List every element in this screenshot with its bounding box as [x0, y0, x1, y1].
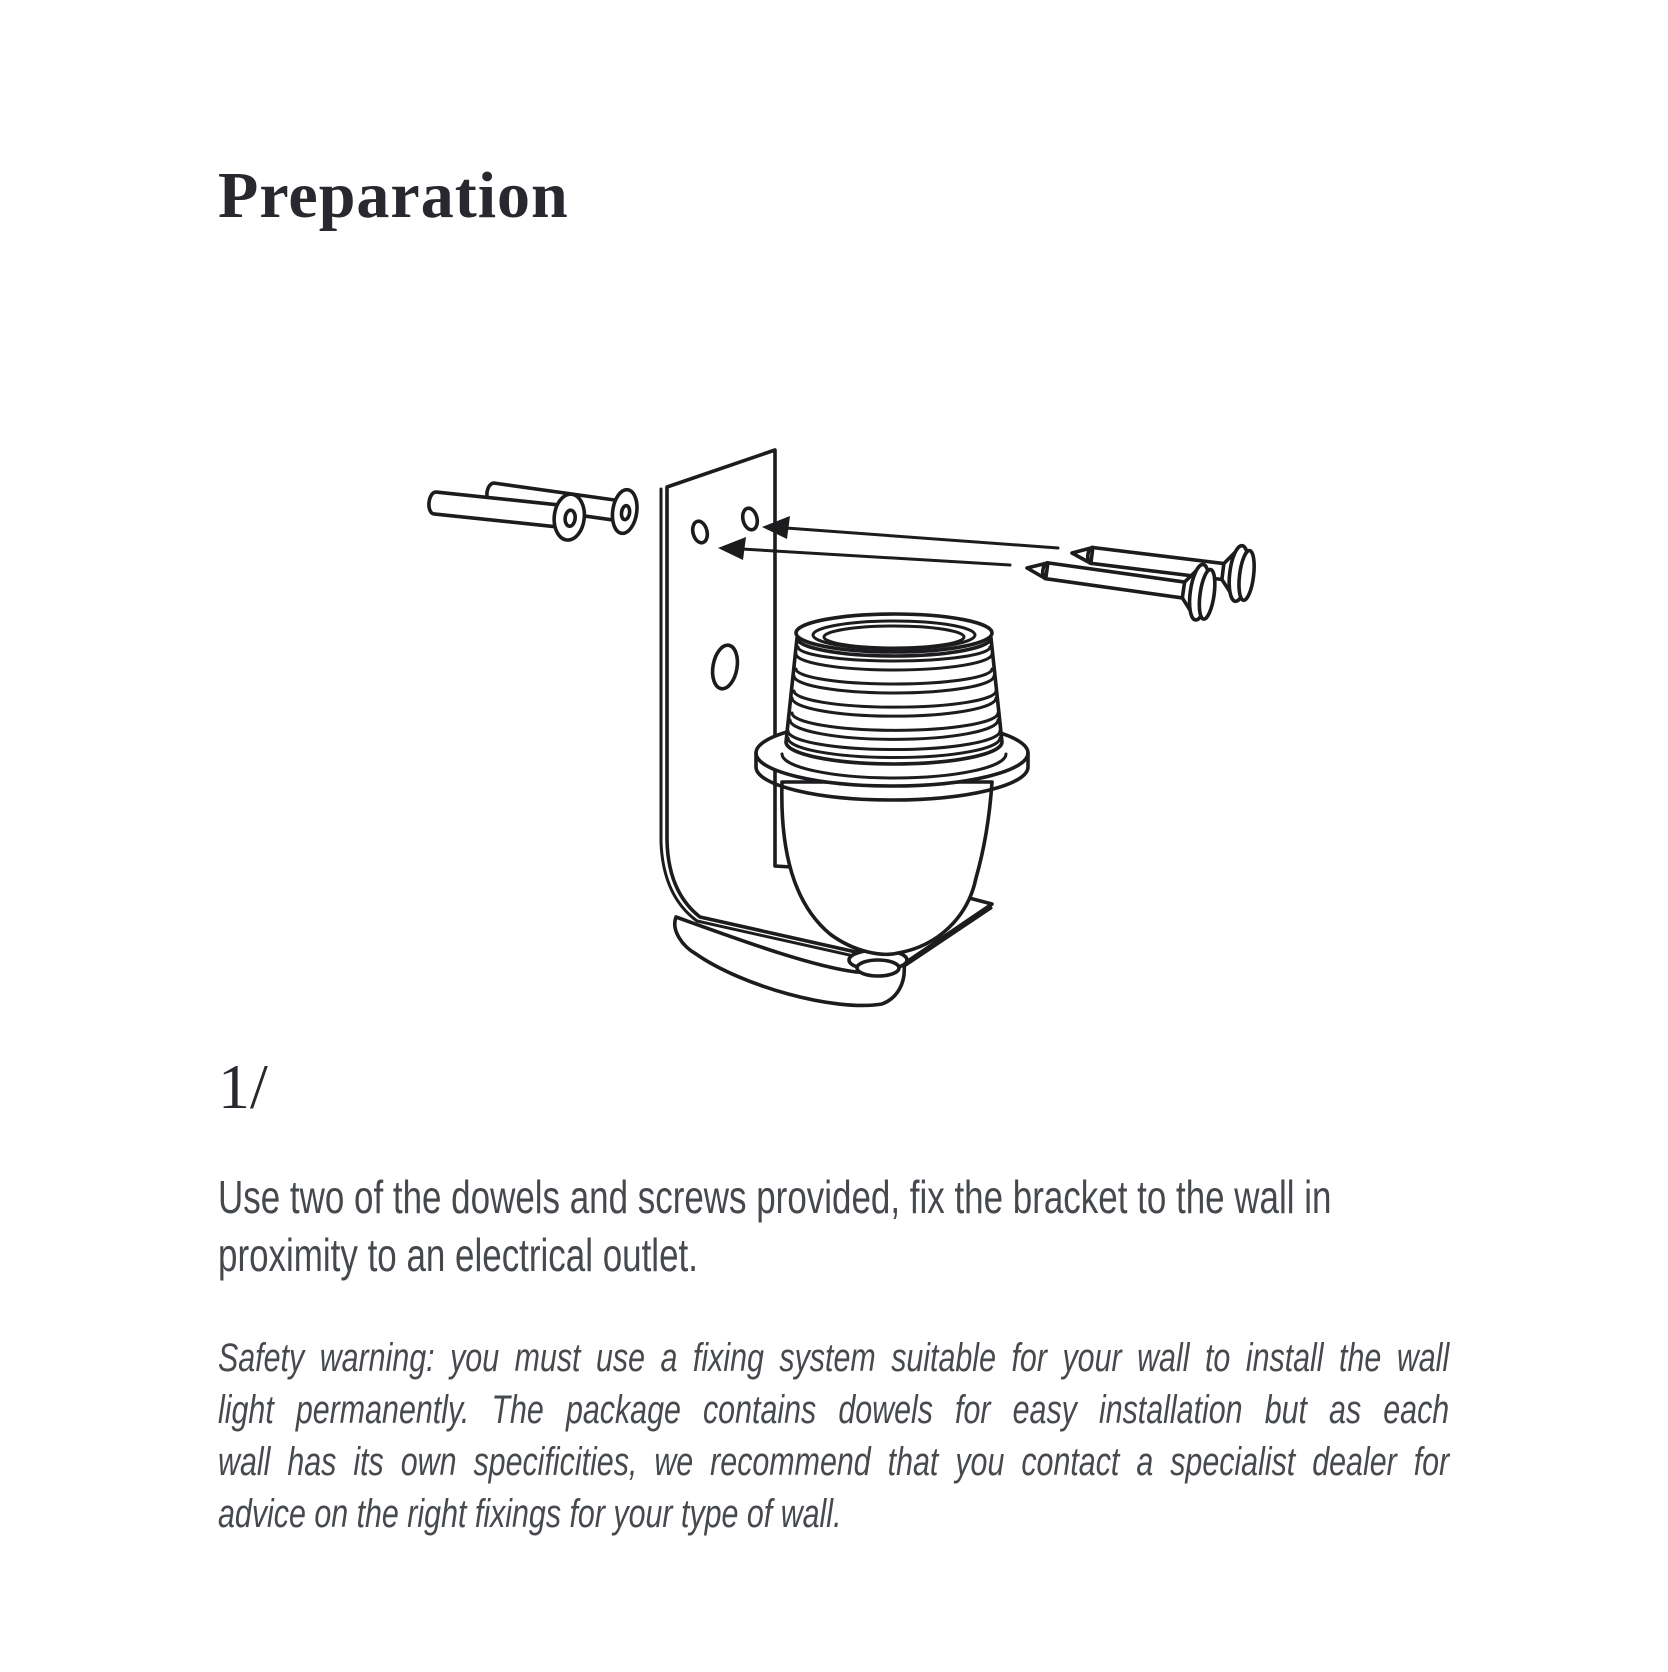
wall-bracket-illustration: [390, 420, 1270, 1040]
text-line: advice on the right fixings for your type of wall.: [218, 1492, 842, 1536]
text-line: wall has its own specificities, we recommend that you contact a specialist dealer for: [218, 1440, 1450, 1484]
socket-thread: [786, 638, 1002, 764]
text-line: Use two of the dowels and screws provided, fix the bracket to the wall in: [218, 1171, 1332, 1223]
arrow-to-right-hole: [762, 516, 1058, 548]
socket-rim: [796, 614, 992, 652]
page-title: Preparation: [218, 159, 569, 233]
step-number: 1/: [218, 1051, 268, 1122]
safety-warning-text: [218, 1332, 1449, 1540]
instruction-text: [218, 1168, 1449, 1284]
text-line: Safety warning: you must use a fixing system suitable for your wall to install the wall: [218, 1336, 1450, 1380]
installation-diagram-icon: [390, 420, 1270, 1040]
text-line: light permanently. The package contains dowels for easy installation but as each: [218, 1388, 1450, 1432]
text-line: proximity to an electrical outlet.: [218, 1229, 698, 1281]
